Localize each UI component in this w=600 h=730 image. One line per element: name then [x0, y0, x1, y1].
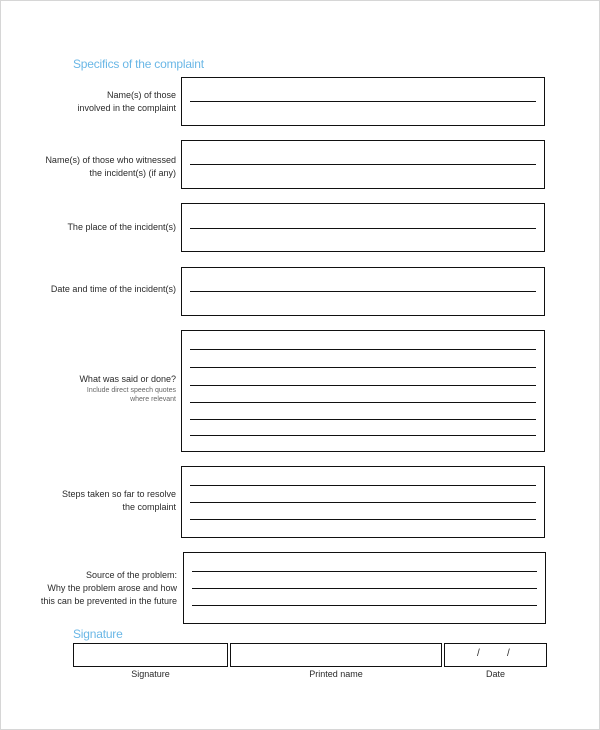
field-steps-taken[interactable] — [181, 466, 545, 538]
write-line — [190, 419, 536, 420]
label-source — [41, 569, 177, 608]
field-said-done[interactable] — [181, 330, 545, 452]
write-line — [190, 502, 536, 503]
label-place — [67, 221, 176, 234]
date-separator: / — [507, 648, 510, 659]
label-said-done-hint: Include direct speech quotes where relevant — [86, 387, 176, 403]
printed-name-label: Printed name — [309, 669, 363, 679]
label-date-time-text: Date and time of the incident(s) — [50, 284, 176, 294]
label-steps-taken — [62, 488, 176, 514]
field-place[interactable] — [181, 203, 545, 252]
write-line — [192, 588, 537, 589]
date-separator: / — [477, 648, 480, 659]
label-date-time — [51, 283, 176, 296]
label-steps-taken-text: Steps taken so far to resolve the complaint — [61, 489, 176, 512]
signature-label: Signature — [131, 669, 170, 679]
write-line — [190, 164, 536, 165]
write-line — [190, 485, 536, 486]
label-names-witnessed-text: Name(s) of those who witnessed the incident(s) (if any) — [45, 155, 176, 178]
field-source[interactable] — [183, 552, 546, 624]
write-line — [190, 228, 536, 229]
field-names-involved[interactable] — [181, 77, 545, 126]
write-line — [190, 519, 536, 520]
write-line — [192, 605, 537, 606]
write-line — [190, 101, 536, 102]
write-line — [190, 385, 536, 386]
section-title-signature: Signature — [73, 627, 123, 641]
write-line — [190, 402, 536, 403]
write-line — [192, 571, 537, 572]
field-date-time[interactable] — [181, 267, 545, 316]
write-line — [190, 349, 536, 350]
printed-name-field[interactable] — [230, 643, 442, 667]
label-names-involved-text: Name(s) of those involved in the complaint — [77, 90, 176, 113]
write-line — [190, 435, 536, 436]
label-names-involved — [77, 89, 176, 115]
date-label: Date — [485, 669, 505, 679]
field-names-witnessed[interactable] — [181, 140, 545, 189]
label-place-text: The place of the incident(s) — [67, 222, 176, 232]
label-names-witnessed — [45, 154, 176, 180]
label-said-done-text: What was said or done? — [79, 374, 176, 384]
signature-field[interactable] — [73, 643, 228, 667]
write-line — [190, 291, 536, 292]
label-source-text: Source of the problem: Why the problem arose and how this can be prevented in the future — [40, 570, 177, 606]
date-field[interactable] — [444, 643, 547, 667]
write-line — [190, 367, 536, 368]
label-said-done — [79, 373, 176, 404]
section-title-specifics: Specifics of the complaint — [73, 57, 204, 71]
